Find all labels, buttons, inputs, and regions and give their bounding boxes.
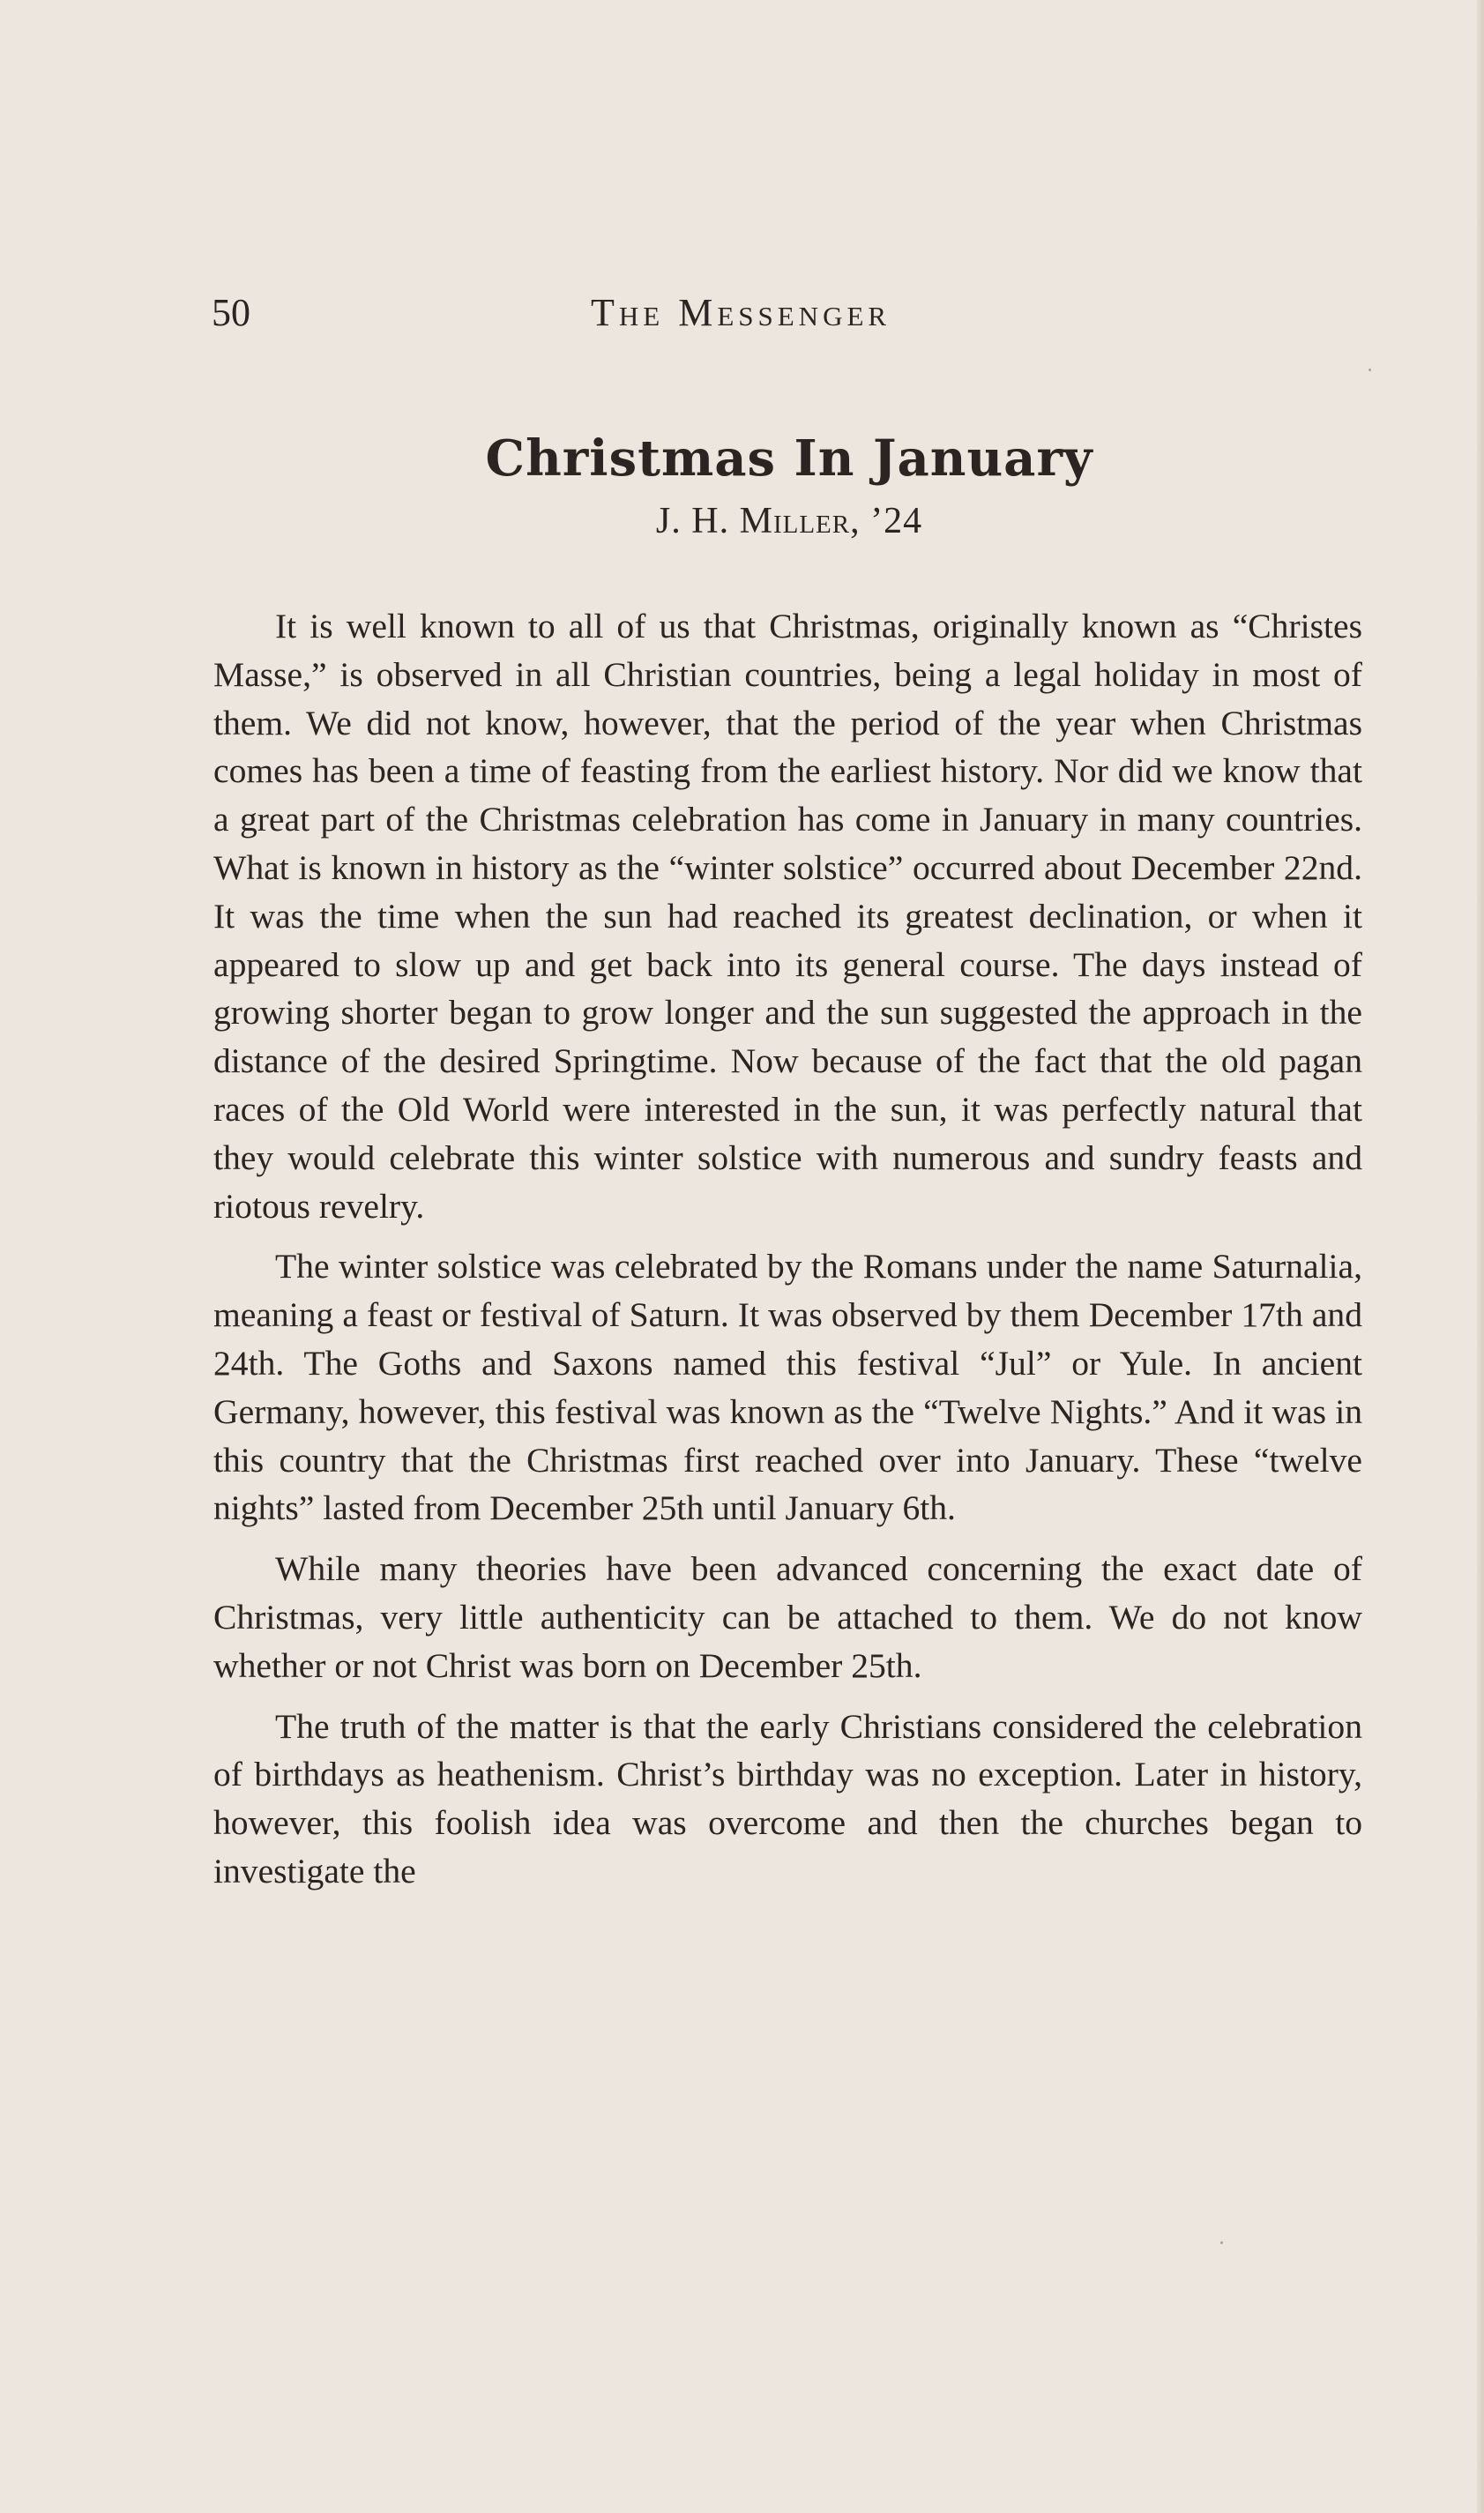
paragraph: The truth of the matter is that the early Christians considered the celebration of birthdays as heathenism. Christ’s birthday was no exception. Later in history, however, this foolish idea was overcome and then the churches began to investigate the [213,1706,1362,1890]
page-edge [1477,0,1484,2513]
running-head [212,291,1367,335]
paragraph: It is well known to all of us that Christmas, originally known as “Christes Masse,” is observed in all Christian countries, being a legal holiday in most of them. We did not know, however, that the period of the year when Christmas comes has been a time of feasting from the earliest history. Nor did we know that a great part of the Christmas celebration has come in January in many countries. What is known in history as the “winter solstice” occurred about December 22nd. It was the time when the sun had reached its greatest declination, or when it appeared to slow up and get back into its general course. The days instead of growing shorter began to grow longer and the sun suggested the approach in the distance of the desired Springtime. Now because of the fact that the old pagan races of the Old World were interested in the sun, it was perfectly natural that they would celebrate this winter solstice with numerous and sundry feasts and riotous revelry. [213,607,1362,1226]
page-number: 50 [212,291,250,334]
article-title: Christmas In January [485,429,1093,488]
article-header [212,428,1367,544]
paper-speck [1220,2241,1223,2244]
paper-speck [1368,369,1371,371]
paragraph: The winter solstice was celebrated by the Romans under the name Saturnalia, meaning a feast or festival of Saturn. It was observed by them December 17th and 24th. The Goths and Saxons named this festival “Jul” or Yule. In ancient Germany, however, this festival was known as the “Twelve Nights.” And it was in this country that the Christmas first reached over into January. These “twelve nights” lasted from December 25th until January 6th. [213,1247,1362,1528]
article-author: J. H. Miller, ’24 [655,501,923,541]
journal-title: The Messenger [591,291,891,334]
article-body [213,602,1362,1908]
paragraph: While many theories have been advanced concerning the exact date of Christmas, very little authenticity can be attached to them. We do not know whether or not Christ was born on December 25th. [213,1549,1362,1685]
